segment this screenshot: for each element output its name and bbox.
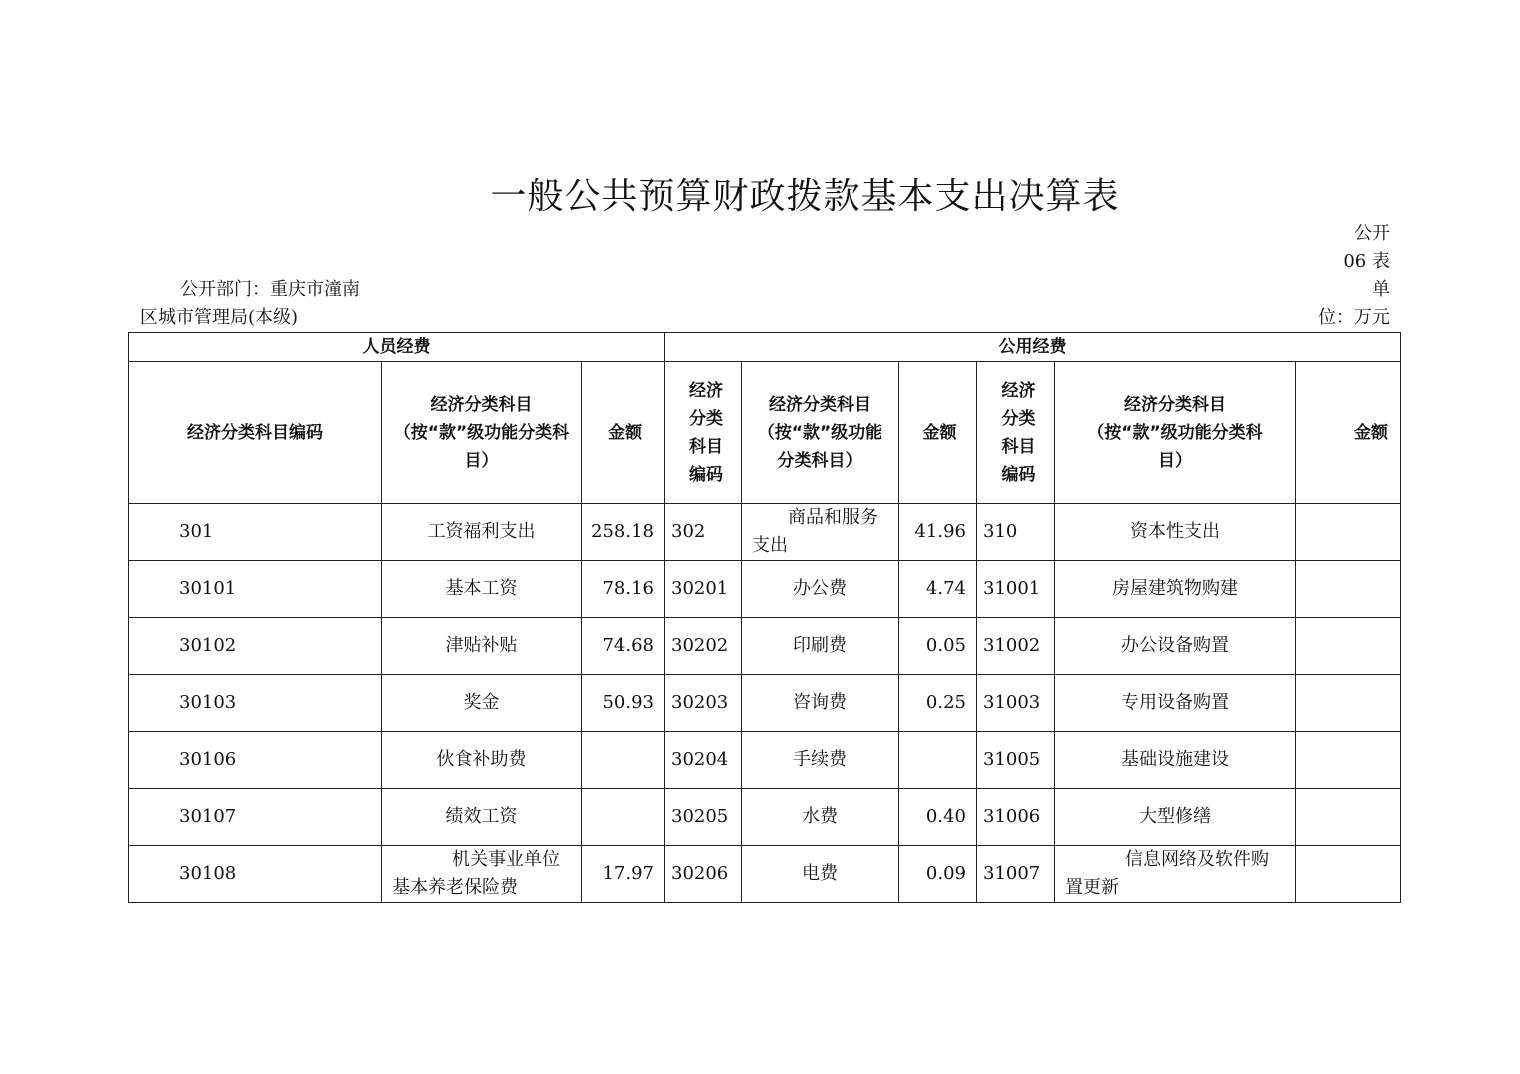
header-personnel-amount: 金额 bbox=[582, 362, 665, 504]
cell-personnel-code: 30108 bbox=[129, 846, 382, 903]
cell-capital-amount bbox=[1296, 561, 1401, 618]
cell-capital-name: 专用设备购置 bbox=[1055, 675, 1296, 732]
cell-capital-amount bbox=[1296, 789, 1401, 846]
cell-public-code: 30202 bbox=[665, 618, 742, 675]
cell-capital-name: 资本性支出 bbox=[1055, 504, 1296, 561]
table-row bbox=[129, 789, 1401, 846]
cell-personnel-amount bbox=[582, 789, 665, 846]
cell-personnel-amount: 17.97 bbox=[582, 846, 665, 903]
form-line-4: 位：万元 bbox=[1318, 307, 1390, 328]
header-capital-name: 经济分类科目（按“款”级功能分类科目） bbox=[1055, 362, 1296, 504]
cell-personnel-name: 奖金 bbox=[382, 675, 582, 732]
cell-public-name: 办公费 bbox=[742, 561, 899, 618]
cell-public-code: 30206 bbox=[665, 846, 742, 903]
cell-personnel-name: 绩效工资 bbox=[382, 789, 582, 846]
header-personnel-name: 经济分类科目（按“款”级功能分类科目） bbox=[382, 362, 582, 504]
cell-personnel-name: 基本工资 bbox=[382, 561, 582, 618]
page-title: 一般公共预算财政拨款基本支出决算表 bbox=[490, 176, 1120, 217]
cell-capital-code: 31006 bbox=[977, 789, 1055, 846]
cell-public-name: 水费 bbox=[742, 789, 899, 846]
header-capital-amount: 金额 bbox=[1296, 362, 1401, 504]
form-line-2: 06 表 bbox=[1343, 251, 1390, 272]
cell-capital-code: 31003 bbox=[977, 675, 1055, 732]
department-line-2: 区城市管理局(本级) bbox=[140, 307, 299, 328]
cell-public-amount: 0.40 bbox=[899, 789, 977, 846]
budget-table bbox=[128, 332, 1401, 903]
header-capital-code: 经济分类科目编码 bbox=[977, 362, 1055, 504]
cell-capital-amount bbox=[1296, 846, 1401, 903]
group-personnel: 人员经费 bbox=[129, 333, 665, 362]
cell-capital-amount bbox=[1296, 675, 1401, 732]
cell-capital-name: 信息网络及软件购置更新 bbox=[1055, 846, 1296, 903]
cell-personnel-name: 津贴补贴 bbox=[382, 618, 582, 675]
cell-capital-name: 办公设备购置 bbox=[1055, 618, 1296, 675]
group-public: 公用经费 bbox=[665, 333, 1401, 362]
cell-public-amount: 0.05 bbox=[899, 618, 977, 675]
cell-personnel-amount: 50.93 bbox=[582, 675, 665, 732]
cell-capital-amount bbox=[1296, 504, 1401, 561]
cell-public-amount: 0.25 bbox=[899, 675, 977, 732]
cell-public-code: 30204 bbox=[665, 732, 742, 789]
header-public-name: 经济分类科目（按“款”级功能分类科目） bbox=[742, 362, 899, 504]
cell-public-name: 电费 bbox=[742, 846, 899, 903]
cell-personnel-amount: 74.68 bbox=[582, 618, 665, 675]
cell-public-amount bbox=[899, 732, 977, 789]
cell-personnel-name: 机关事业单位基本养老保险费 bbox=[382, 846, 582, 903]
cell-capital-code: 31002 bbox=[977, 618, 1055, 675]
cell-personnel-code: 30103 bbox=[129, 675, 382, 732]
cell-public-code: 30205 bbox=[665, 789, 742, 846]
department-line-1: 公开部门：重庆市潼南 bbox=[180, 279, 360, 300]
cell-public-amount: 4.74 bbox=[899, 561, 977, 618]
cell-capital-name: 房屋建筑物购建 bbox=[1055, 561, 1296, 618]
cell-capital-code: 31007 bbox=[977, 846, 1055, 903]
cell-personnel-code: 30106 bbox=[129, 732, 382, 789]
header-public-amount: 金额 bbox=[899, 362, 977, 504]
table-row bbox=[129, 675, 1401, 732]
cell-capital-name: 大型修缮 bbox=[1055, 789, 1296, 846]
cell-personnel-name: 工资福利支出 bbox=[382, 504, 582, 561]
cell-personnel-amount: 258.18 bbox=[582, 504, 665, 561]
cell-public-code: 30203 bbox=[665, 675, 742, 732]
table-row bbox=[129, 561, 1401, 618]
cell-public-amount: 41.96 bbox=[899, 504, 977, 561]
form-line-3: 单 bbox=[1372, 279, 1390, 300]
cell-personnel-code: 301 bbox=[129, 504, 382, 561]
cell-public-code: 30201 bbox=[665, 561, 742, 618]
cell-capital-code: 31001 bbox=[977, 561, 1055, 618]
cell-capital-amount bbox=[1296, 618, 1401, 675]
cell-personnel-name: 伙食补助费 bbox=[382, 732, 582, 789]
cell-public-name: 商品和服务支出 bbox=[742, 504, 899, 561]
cell-personnel-code: 30107 bbox=[129, 789, 382, 846]
cell-personnel-amount: 78.16 bbox=[582, 561, 665, 618]
cell-public-name: 印刷费 bbox=[742, 618, 899, 675]
cell-capital-amount bbox=[1296, 732, 1401, 789]
form-number bbox=[1318, 220, 1390, 332]
table-row bbox=[129, 732, 1401, 789]
cell-personnel-code: 30101 bbox=[129, 561, 382, 618]
cell-public-amount: 0.09 bbox=[899, 846, 977, 903]
cell-personnel-code: 30102 bbox=[129, 618, 382, 675]
cell-public-name: 咨询费 bbox=[742, 675, 899, 732]
cell-public-code: 302 bbox=[665, 504, 742, 561]
table-row bbox=[129, 618, 1401, 675]
form-line-1: 公开 bbox=[1354, 223, 1390, 244]
header-public-code: 经济分类科目编码 bbox=[665, 362, 742, 504]
cell-capital-code: 310 bbox=[977, 504, 1055, 561]
cell-personnel-amount bbox=[582, 732, 665, 789]
table-row bbox=[129, 504, 1401, 561]
table-row bbox=[129, 846, 1401, 903]
header-personnel-code: 经济分类科目编码 bbox=[129, 362, 382, 504]
cell-capital-name: 基础设施建设 bbox=[1055, 732, 1296, 789]
cell-capital-code: 31005 bbox=[977, 732, 1055, 789]
cell-public-name: 手续费 bbox=[742, 732, 899, 789]
